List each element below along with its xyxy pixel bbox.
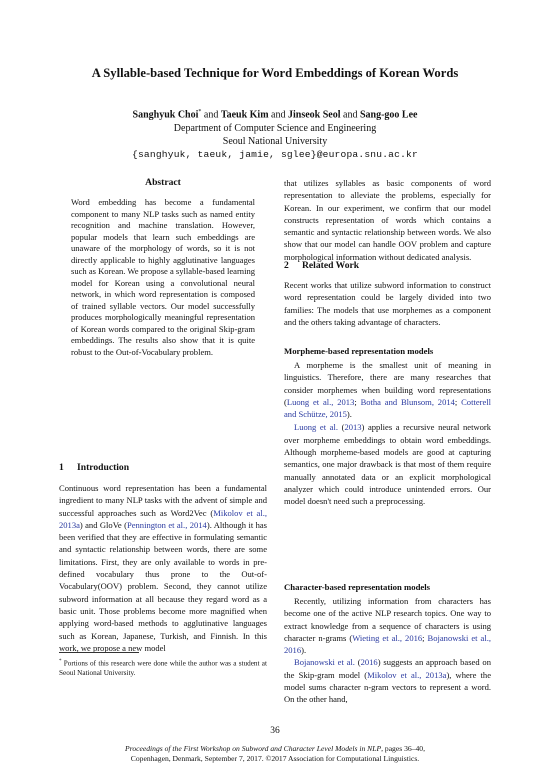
citation-link[interactable]: Cotterell and Schütze, 2015 [284, 396, 491, 420]
section-number: 2 [284, 260, 289, 271]
proceedings-venue: Copenhagen, Denmark, September 7, 2017. ©2017 Association for Computational Linguistics. [130, 753, 420, 763]
subsection-morpheme-models: Morpheme-based representation models [284, 346, 434, 356]
author-2: Taeuk Kim [220, 109, 269, 121]
author-4: Sang-goo Lee [359, 109, 418, 121]
text-run: Recently, utilizing information from characters has become one of the active NLP research topics. One way to extract knowledge from a sequence of characters is using character n-grams ( [284, 596, 491, 643]
author-emails: {sanghyuk, taeuk, jamie, sglee}@europa.snu.ac.kr [132, 148, 418, 160]
introduction-paragraph [59, 482, 267, 654]
section-number: 1 [59, 462, 64, 473]
intro-continuation: that utilizes syllables as basic components of word representation to alleviate the problems, especially for Korean. In our experiment, we confirm that our model constructs representation of words which contains a semantic and syntactic relationship between words. We also show that our model can handle OOV problem and capture morphological information without dedicated analysis. [284, 178, 491, 262]
text-run: ( [337, 422, 345, 433]
text-run: ( [354, 657, 361, 668]
text-run: ; [354, 396, 361, 407]
abstract-text: Word embedding has become a fundamental component to many NLP tasks such as named entity recognition and machine translation. However, popular models that learn such embeddings are unaware of the morphology of words, so it is not directly applicable to highly agglutinative languages such as Korean. We propose a syllable-based learning model for Korean using a convolutional neural network, in which word representation is composed of trained syllable vectors. Our model successfully produces morphologically meaningful representation of Korean words compared to the original Skip-gram embeddings. The results also show that it is quite robust to the Out-of-Vocabulary problem. [71, 197, 255, 357]
abstract-heading: Abstract [145, 177, 181, 188]
text-run: ), where the model sums character n-gram vectors to represent a word. On the other hand, [284, 669, 491, 705]
citation-link[interactable]: Wieting et al., 2016 [352, 632, 423, 643]
proceedings-pages: , pages 36–40, [381, 744, 425, 753]
citation-link[interactable]: Pennington et al., 2014 [126, 519, 207, 530]
text-run: ). Although it has been verified that they are effective in formulating semantic and syntactic relationship between words, there are some limitations. First, they are only available to words in pre-defined vocabulary thus prone to the Out-of-Vocabulary(OOV) problem. Second, they cannot utilize subword information at all because they regard word as a basic unit. Those problems become more magnified when applying word-based methods to agglutinative languages such as Korean, Japanese, Turkish, and Finnish. In this work, we propose a new model [59, 519, 267, 653]
citation-link[interactable]: Mikolov et al., 2013a [59, 507, 267, 530]
text-run: ; [454, 396, 462, 407]
citation-link[interactable]: Botha and Blunsom, 2014 [360, 396, 455, 407]
section-heading-introduction [59, 462, 267, 473]
footnote [59, 657, 267, 678]
university: Seoul National University [222, 135, 328, 147]
subsection-character-models: Character-based representation models [284, 582, 431, 592]
text-run: ). [346, 409, 352, 420]
section-title: Introduction [77, 462, 130, 473]
page-number: 36 [270, 726, 280, 736]
proceedings-title: Proceedings of the First Workshop on Subword and Character Level Models in NLP [125, 744, 382, 753]
proceedings-footer [0, 744, 550, 763]
text-run: ; [422, 632, 428, 643]
author-3: Jinseok Seol [288, 109, 341, 121]
character-paragraph [284, 595, 491, 706]
text-run: A morpheme is the smallest unit of meaning in linguistics. Therefore, there are many researches that consider morphemes when building word representations ( [284, 360, 491, 407]
text-run: ). [301, 645, 307, 656]
footnote-rule [59, 652, 139, 653]
text-run: ) and GloVe ( [79, 519, 127, 530]
conjunction: and [268, 109, 288, 121]
citation-link[interactable]: Luong et al., 2013 [286, 396, 355, 407]
author-block [0, 106, 550, 161]
author-1: Sanghyuk Choi [132, 109, 199, 121]
citation-link[interactable]: Luong et al. [294, 422, 338, 433]
citation-link[interactable]: 2013 [344, 422, 362, 433]
section-title: Related Work [302, 260, 360, 271]
text-run: ) suggests an approach based on the Skip-gram model ( [284, 657, 491, 680]
author-names [0, 106, 550, 122]
paper-title: A Syllable-based Technique for Word Embeddings of Korean Words [91, 66, 459, 80]
citation-link[interactable]: 2016 [360, 657, 378, 668]
footnote-mark: * [59, 659, 62, 664]
text-run: ) applies a recursive neural network over morpheme embeddings to obtain word embeddings. Although morpheme-based models are good at capturing semantics, one major drawback is that most of them require manually annotated data or an explicit morphological analyzer which could introduce unintended errors. Our model doesn't need such a preprocessing. [284, 422, 492, 507]
citation-link[interactable]: Bojanowski et al. [294, 657, 355, 668]
conjunction: and [201, 109, 221, 121]
author-1-mark: * [198, 109, 202, 115]
text-run: Continuous word representation has been a fundamental ingredient to many NLP tasks with the advent of simple and successful approaches such as Word2Vec ( [59, 483, 267, 518]
section-heading-related-work [284, 260, 491, 271]
morpheme-paragraph [284, 359, 491, 508]
footnote-text: Portions of this research were done while the author was a student at Seoul National University. [59, 659, 267, 677]
citation-link[interactable]: Mikolov et al., 2013a [367, 669, 447, 680]
conjunction: and [340, 109, 360, 121]
citation-link[interactable]: Bojanowski et al., 2016 [284, 632, 492, 656]
department: Department of Computer Science and Engineering [173, 122, 377, 134]
related-work-paragraph: Recent works that utilize subword information to construct word representation could be largely divided into two families: The models that use morphemes as a component and the others taking advantage of characters. [284, 280, 491, 327]
